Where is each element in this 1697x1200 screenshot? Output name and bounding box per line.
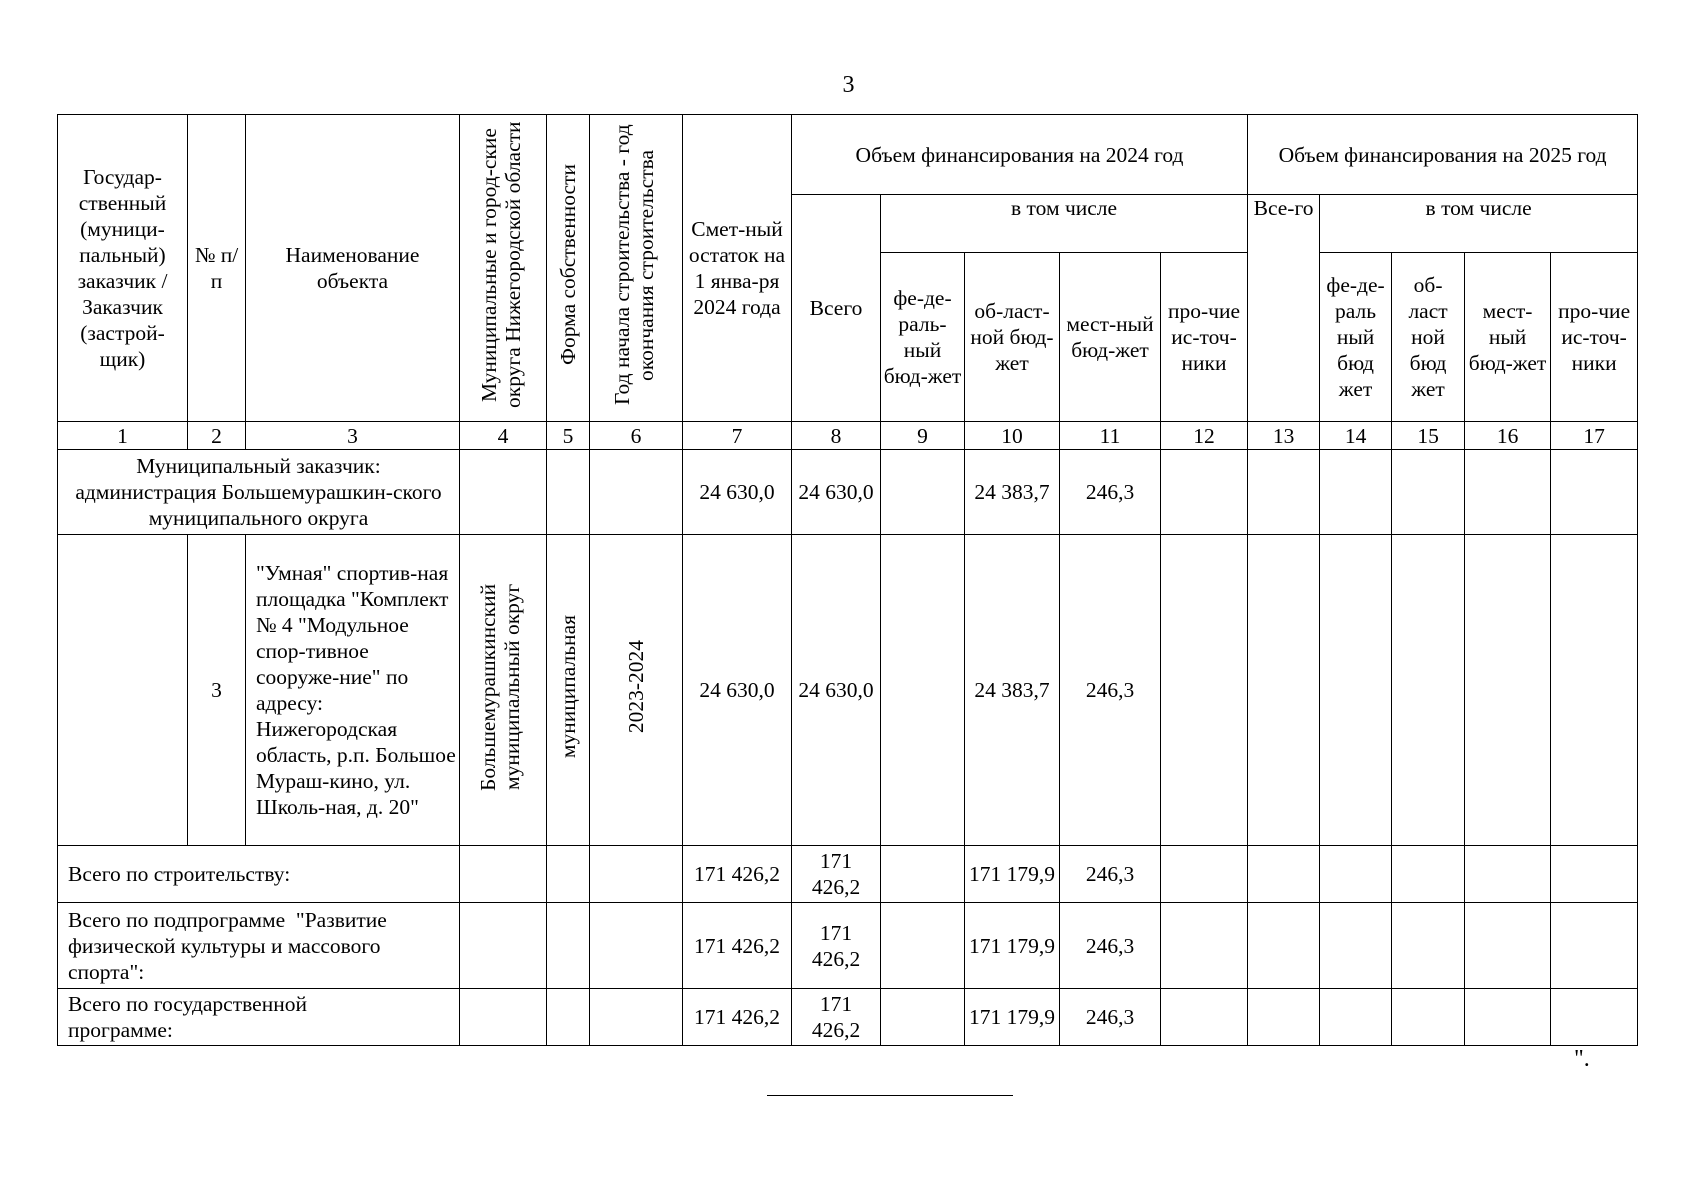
column-number: 2 xyxy=(188,422,246,450)
empty-cell xyxy=(1320,846,1392,903)
column-number: 12 xyxy=(1161,422,1248,450)
closing-quote-mark: ". xyxy=(1574,1046,1590,1072)
empty-cell xyxy=(1161,989,1248,1046)
empty-cell xyxy=(590,903,683,989)
financing-table xyxy=(57,114,1638,1046)
header-customer: Государ-ственный (муници-пальный) заказчик / Заказчик (застрой-щик) xyxy=(58,115,188,422)
closing-rule xyxy=(767,1095,1013,1096)
object-number-cell: 3 xyxy=(188,535,246,846)
empty-cell xyxy=(881,989,965,1046)
empty-cell xyxy=(1465,535,1551,846)
column-number: 3 xyxy=(246,422,460,450)
empty-cell xyxy=(1551,903,1638,989)
header-estimate-balance: Смет-ный остаток на 1 янва-ря 2024 года xyxy=(683,115,792,422)
empty-cell xyxy=(460,450,547,535)
column-number: 14 xyxy=(1320,422,1392,450)
header-regional-2025: об-ласт ной бюд жет xyxy=(1392,253,1465,422)
column-number: 7 xyxy=(683,422,792,450)
object-ownership-cell xyxy=(547,535,590,846)
column-number: 16 xyxy=(1465,422,1551,450)
empty-cell xyxy=(1465,846,1551,903)
object-district-text: Большемурашкинский муниципальный округ xyxy=(476,583,524,791)
total-construction-label: Всего по строительству: xyxy=(58,846,460,903)
object-district-cell xyxy=(460,535,547,846)
empty-cell xyxy=(1320,989,1392,1046)
empty-cell xyxy=(1392,989,1465,1046)
empty-cell xyxy=(881,846,965,903)
column-number: 6 xyxy=(590,422,683,450)
header-local-2025: мест-ный бюд-жет xyxy=(1465,253,1551,422)
column-number: 4 xyxy=(460,422,547,450)
object-years-cell xyxy=(590,535,683,846)
empty-cell xyxy=(1392,535,1465,846)
customer-label: Муниципальный заказчик: администрация Большемурашкин-ского муниципального округа xyxy=(58,450,460,535)
column-number: 11 xyxy=(1060,422,1161,450)
empty-cell xyxy=(1465,450,1551,535)
regional-2024-cell: 171 179,9 xyxy=(965,846,1060,903)
column-number: 5 xyxy=(547,422,590,450)
empty-cell xyxy=(547,846,590,903)
column-number: 13 xyxy=(1248,422,1320,450)
total-2024-cell: 24 630,0 xyxy=(792,535,881,846)
header-total-2024: Всего xyxy=(792,195,881,422)
empty-cell xyxy=(460,989,547,1046)
estimate-balance-cell: 24 630,0 xyxy=(683,535,792,846)
column-number: 17 xyxy=(1551,422,1638,450)
header-years xyxy=(590,115,683,422)
header-including-2025: в том числе xyxy=(1320,195,1638,253)
empty-cell xyxy=(1392,846,1465,903)
local-2024-cell: 246,3 xyxy=(1060,903,1161,989)
regional-2024-cell: 171 179,9 xyxy=(965,903,1060,989)
regional-2024-cell: 171 179,9 xyxy=(965,989,1060,1046)
empty-cell xyxy=(547,903,590,989)
header-total-2025: Все-го xyxy=(1248,195,1320,422)
empty-cell xyxy=(1161,535,1248,846)
empty-cell xyxy=(1465,989,1551,1046)
regional-2024-cell: 24 383,7 xyxy=(965,535,1060,846)
header-districts xyxy=(460,115,547,422)
empty-cell xyxy=(460,846,547,903)
empty-cell xyxy=(881,535,965,846)
total-2024-cell: 171 426,2 xyxy=(792,989,881,1046)
header-local-2024: мест-ный бюд-жет xyxy=(1060,253,1161,422)
header-ownership xyxy=(547,115,590,422)
empty-cell xyxy=(1551,535,1638,846)
header-object-name: Наименование объекта xyxy=(246,115,460,422)
total-program-label: Всего по государственной программе: xyxy=(58,989,460,1046)
header-federal-2025: фе-де-раль ный бюд жет xyxy=(1320,253,1392,422)
header-ownership-text: Форма собственности xyxy=(556,164,580,366)
empty-cell xyxy=(1161,450,1248,535)
empty-cell xyxy=(881,903,965,989)
total-2024-cell: 171 426,2 xyxy=(792,846,881,903)
local-2024-cell: 246,3 xyxy=(1060,535,1161,846)
header-other-2025: про-чие ис-точ-ники xyxy=(1551,253,1638,422)
local-2024-cell: 246,3 xyxy=(1060,846,1161,903)
object-years-text: 2023-2024 xyxy=(624,640,648,734)
column-number: 15 xyxy=(1392,422,1465,450)
total-program-row xyxy=(58,989,1638,1046)
regional-2024-cell: 24 383,7 xyxy=(965,450,1060,535)
empty-cell xyxy=(1551,450,1638,535)
total-construction-row xyxy=(58,846,1638,903)
empty-cell xyxy=(1320,450,1392,535)
total-subprogram-row xyxy=(58,903,1638,989)
empty-cell xyxy=(1551,989,1638,1046)
empty-cell xyxy=(1248,535,1320,846)
empty-cell xyxy=(1248,450,1320,535)
total-2024-cell: 171 426,2 xyxy=(792,903,881,989)
estimate-balance-cell: 171 426,2 xyxy=(683,903,792,989)
empty-cell xyxy=(1465,903,1551,989)
estimate-balance-cell: 171 426,2 xyxy=(683,846,792,903)
local-2024-cell: 246,3 xyxy=(1060,989,1161,1046)
column-number: 8 xyxy=(792,422,881,450)
header-years-text: Год начала строительства - год окончания строительства xyxy=(610,124,658,406)
empty-cell xyxy=(547,989,590,1046)
header-financing-2025: Объем финансирования на 2025 год xyxy=(1248,115,1638,195)
column-number: 10 xyxy=(965,422,1060,450)
object-row xyxy=(58,535,1638,846)
object-name-cell: "Умная" спортив-ная площадка "Комплект № 4 "Модульное спор-тивное сооруже-ние" по адресу: Нижегородская область, р.п. Большое Мураш-кино, ул. Школь-ная, д. 20" xyxy=(246,535,460,846)
empty-cell xyxy=(590,450,683,535)
empty-cell xyxy=(1392,450,1465,535)
empty-cell xyxy=(1161,903,1248,989)
empty-cell xyxy=(547,450,590,535)
header-districts-text: Муниципальные и город-ские округа Нижегородской области xyxy=(477,121,525,409)
local-2024-cell: 246,3 xyxy=(1060,450,1161,535)
header-including-2024: в том числе xyxy=(881,195,1248,253)
empty-cell xyxy=(1551,846,1638,903)
column-number: 9 xyxy=(881,422,965,450)
empty-cell xyxy=(460,903,547,989)
page-number: 3 xyxy=(842,72,855,98)
empty-cell xyxy=(1161,846,1248,903)
header-financing-2024: Объем финансирования на 2024 год xyxy=(792,115,1248,195)
total-subprogram-label: Всего по подпрограмме "Развитие физической культуры и массового спорта": xyxy=(58,903,460,989)
empty-cell xyxy=(1320,535,1392,846)
estimate-balance-cell: 171 426,2 xyxy=(683,989,792,1046)
empty-cell xyxy=(1248,989,1320,1046)
header-regional-2024: об-ласт-ной бюд-жет xyxy=(965,253,1060,422)
column-number: 1 xyxy=(58,422,188,450)
total-2024-cell: 24 630,0 xyxy=(792,450,881,535)
header-federal-2024: фе-де-раль-ный бюд-жет xyxy=(881,253,965,422)
header-number: № п/п xyxy=(188,115,246,422)
empty-cell xyxy=(1320,903,1392,989)
empty-cell xyxy=(590,846,683,903)
empty-cell xyxy=(590,989,683,1046)
empty-cell xyxy=(1248,903,1320,989)
header-other-2024: про-чие ис-точ-ники xyxy=(1161,253,1248,422)
estimate-balance-cell: 24 630,0 xyxy=(683,450,792,535)
empty-cell xyxy=(58,535,188,846)
object-ownership-text: муниципальная xyxy=(556,615,580,759)
customer-row xyxy=(58,450,1638,535)
empty-cell xyxy=(1248,846,1320,903)
column-number-row xyxy=(58,422,1638,450)
empty-cell xyxy=(1392,903,1465,989)
empty-cell xyxy=(881,450,965,535)
